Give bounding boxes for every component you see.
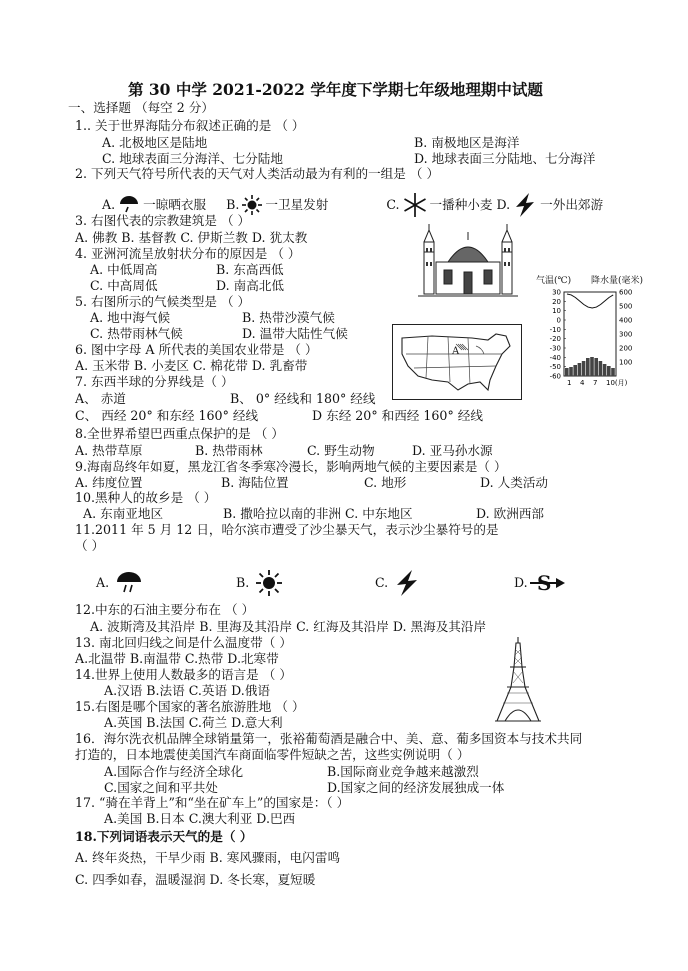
- precip-tick-label: 400: [619, 316, 633, 325]
- question-17-options: A.美国 B.日本 C.澳大利亚 D.巴西: [104, 811, 296, 826]
- precip-bar: [586, 358, 590, 376]
- question-3-options: A. 佛教 B. 基督教 C. 伊斯兰教 D. 犹太教: [75, 230, 308, 245]
- sun-icon: [255, 569, 283, 597]
- question-7-option-d: D 东经 20° 和西经 160° 经线: [312, 408, 483, 423]
- lightning-icon: [394, 569, 420, 597]
- eiffel-tower-illustration: [493, 637, 543, 723]
- question-2-option-c-prefix: C.: [386, 196, 400, 212]
- question-11-paren: （ ）: [75, 538, 105, 553]
- question-11-option-d: [514, 569, 566, 597]
- climate-chart-right-label: 降水量(毫米): [591, 276, 644, 286]
- question-10-option-bc: B. 撒哈拉以南的非洲 C. 中东地区: [223, 506, 413, 521]
- question-1-option-b: B. 南极地区是海洋: [414, 135, 520, 150]
- month-tick-label: 7: [593, 379, 598, 387]
- climate-chart-left-label: 气温(℃): [536, 276, 572, 286]
- question-15-stem: 15.右图是哪个国家的著名旅游胜地 （ ）: [75, 699, 305, 714]
- precip-bar: [578, 363, 582, 376]
- question-18-stem: [75, 831, 252, 844]
- question-9-option-b: B. 海陆位置: [221, 475, 289, 490]
- question-6-stem: 6. 图中字母 A 所代表的美国农业带是 （ ）: [75, 342, 318, 357]
- precip-bar: [594, 358, 598, 376]
- temp-tick-label: -60: [549, 372, 561, 381]
- question-16-line-2: 打造的，日本地震使美国汽车商面临零件短缺之苦，这些实例说明（ ）: [75, 747, 470, 762]
- month-tick-label: 10(月): [606, 379, 628, 387]
- question-8-option-c: C. 野生动物: [307, 443, 375, 458]
- question-2-option-d-prefix: D.: [496, 196, 511, 212]
- precip-bar: [607, 366, 611, 376]
- question-7-option-c: C、 西经 20° 和东经 160° 经线: [75, 408, 259, 423]
- question-10-stem: 10.黑种人的故乡是 （ ）: [75, 490, 217, 505]
- precip-tick-label: 200: [619, 344, 633, 353]
- question-5-stem: 5. 右图所示的气候类型是 （ ）: [75, 294, 251, 309]
- question-18-options-ab: A. 终年炎热，干旱少雨 B. 寒风骤雨，电闪雷鸣: [75, 850, 341, 865]
- question-12-stem: 12.中东的石油主要分布在 （ ）: [75, 602, 255, 617]
- question-16-line-1: 16．海尔洗衣机品牌全球销量第一，张裕葡萄酒是融合中、美、意、葡多国资本与技术共同: [75, 731, 583, 746]
- precip-bar: [599, 361, 603, 376]
- question-7-option-b: B、 0° 经线和 180° 经线: [230, 391, 376, 406]
- question-10-option-a: A. 东南亚地区: [83, 506, 164, 521]
- sandstorm-icon: [530, 569, 566, 597]
- question-16-option-a: A.国际合作与经济全球化: [104, 764, 244, 779]
- question-16-option-c: C.国家之间和平共处: [104, 780, 218, 795]
- question-11-option-a: [96, 569, 143, 597]
- question-2-option-a: 一晾晒衣服: [143, 196, 207, 212]
- question-4-option-b: B. 东高西低: [216, 262, 284, 277]
- precip-bar: [611, 368, 615, 376]
- question-8-option-b: B. 热带雨林: [195, 443, 263, 458]
- question-11-stem: 11.2011 年 5 月 12 日，哈尔滨市遭受了沙尘暴天气，表示沙尘暴符号的是: [75, 522, 499, 537]
- precip-bar: [569, 367, 573, 376]
- question-5-option-d: D. 温带大陆性气候: [242, 326, 348, 341]
- question-3-stem: 3. 右图代表的宗教建筑是 （ ）: [75, 213, 251, 228]
- question-14-stem: 14.世界上使用人数最多的语言是 （ ）: [75, 667, 292, 682]
- precip-bar: [573, 365, 577, 376]
- question-4-option-d: D. 南高北低: [216, 278, 285, 293]
- question-11-option-c-label: C.: [375, 574, 389, 590]
- section-heading: 一、选择题 （每空 2 分）: [68, 100, 214, 115]
- map-label-a: A: [452, 346, 460, 357]
- question-11-option-b: [236, 569, 283, 597]
- question-5-option-a: A. 地中海气候: [90, 310, 171, 325]
- question-14-options: A.汉语 B.法语 C.英语 D.俄语: [104, 683, 270, 698]
- question-10-option-d: D. 欧洲西部: [476, 506, 545, 521]
- question-4-option-a: A. 中低周高: [90, 262, 158, 277]
- precip-bar: [590, 357, 594, 376]
- temp-tick-label: -30: [549, 344, 561, 353]
- precip-bar: [603, 364, 607, 376]
- question-2-option-d: 一外出郊游: [540, 196, 604, 212]
- page-title: 第 30 中学 2021-2022 学年度下学期七年级地理期中试题: [128, 80, 543, 99]
- question-7-stem: 7. 东西半球的分界线是（ ）: [75, 374, 234, 389]
- temp-tick-label: 20: [552, 297, 561, 306]
- question-8-option-d: D. 亚马孙水源: [412, 443, 493, 458]
- question-1-option-d: D. 地球表面三分陆地、七分海洋: [414, 151, 596, 166]
- climate-chart: [540, 288, 640, 388]
- question-15-options: A.英国 B.法国 C.荷兰 D.意大利: [104, 715, 283, 730]
- question-16-option-b: B.国际商业竞争越来越激烈: [327, 764, 479, 779]
- question-11-option-a-label: A.: [96, 574, 110, 590]
- question-2-stem: 2. 下列天气符号所代表的天气对人类活动最为有利的一组是 （ ）: [75, 166, 440, 181]
- question-16-option-d: D.国家之间的经济发展独成一体: [327, 780, 505, 795]
- question-1-option-c: C. 地球表面三分海洋、七分陆地: [102, 151, 283, 166]
- question-4-option-c: C. 中高周低: [90, 278, 158, 293]
- question-6-options: A. 玉米带 B. 小麦区 C. 棉花带 D. 乳畜带: [75, 358, 308, 373]
- temp-tick-label: -50: [549, 363, 561, 372]
- question-18-options-cd: C. 四季如春，温暖湿润 D. 冬长寒，夏短暖: [75, 872, 316, 887]
- question-18-text: 下列词语表示天气的是（ ）: [96, 829, 253, 844]
- lightning-icon: [513, 192, 537, 218]
- precip-tick-label: 100: [619, 358, 633, 367]
- question-18-number: 18.: [75, 829, 97, 844]
- question-9-option-c: C. 地形: [364, 475, 407, 490]
- question-11-option-b-label: B.: [236, 574, 250, 590]
- question-9-option-a: A. 纬度位置: [75, 475, 143, 490]
- temp-tick-label: -10: [549, 325, 561, 334]
- precip-tick-label: 500: [619, 302, 633, 311]
- question-7-option-a: A、 赤道: [75, 391, 126, 406]
- question-1-stem: 1.. 关于世界海陆分布叙述正确的是 （ ）: [75, 118, 305, 133]
- svg-text:S: S: [536, 571, 552, 595]
- question-5-option-b: B. 热带沙漠气候: [242, 310, 335, 325]
- question-2-option-c: 一播种小麦: [429, 196, 493, 212]
- question-11-option-c: [375, 569, 420, 597]
- snowflake-icon: [402, 192, 428, 218]
- temp-tick-label: -40: [549, 353, 561, 362]
- question-13-options: A.北温带 B.南温带 C.热带 D.北寒带: [75, 651, 279, 666]
- rain-icon: [115, 569, 143, 597]
- question-11-option-d-label: D.: [514, 574, 528, 590]
- question-9-stem: 9.海南岛终年如夏，黑龙江省冬季寒冷漫长，影响两地气候的主要因素是（ ）: [75, 459, 507, 474]
- month-tick-label: 1: [567, 379, 572, 387]
- question-2-option-b: 一卫星发射: [265, 196, 329, 212]
- mosque-illustration: [418, 222, 518, 300]
- temp-tick-label: 30: [552, 288, 561, 297]
- question-8-stem: 8.全世界希望巴西重点保护的是 （ ）: [75, 426, 284, 441]
- temp-tick-label: 10: [552, 307, 561, 316]
- temp-tick-label: 0: [556, 316, 561, 325]
- question-17-stem: 17. “骑在羊背上”和“坐在矿车上”的国家是：（ ）: [75, 795, 350, 810]
- question-5-option-c: C. 热带雨林气候: [90, 326, 183, 341]
- question-13-stem: 13. 南北回归线之间是什么温度带（ ）: [75, 635, 292, 650]
- month-tick-label: 4: [580, 379, 585, 387]
- usa-map: [392, 324, 522, 400]
- temp-tick-label: -20: [549, 335, 561, 344]
- precip-tick-label: 600: [619, 288, 633, 297]
- question-1-option-a: A. 北极地区是陆地: [102, 135, 208, 150]
- question-8-option-a: A. 热带草原: [75, 443, 143, 458]
- precip-bar: [582, 361, 586, 376]
- question-2-option-a-prefix: A.: [102, 196, 116, 212]
- question-2-option-b-prefix: B.: [226, 196, 240, 212]
- precip-bar: [565, 368, 569, 376]
- temperature-curve: [567, 294, 613, 308]
- question-12-options: A. 波斯湾及其沿岸 B. 里海及其沿岸 C. 红海及其沿岸 D. 黑海及其沿岸: [90, 619, 487, 634]
- question-4-stem: 4. 亚洲河流呈放射状分布的原因是 （ ）: [75, 246, 301, 261]
- precip-tick-label: 300: [619, 330, 633, 339]
- question-9-option-d: D. 人类活动: [480, 475, 549, 490]
